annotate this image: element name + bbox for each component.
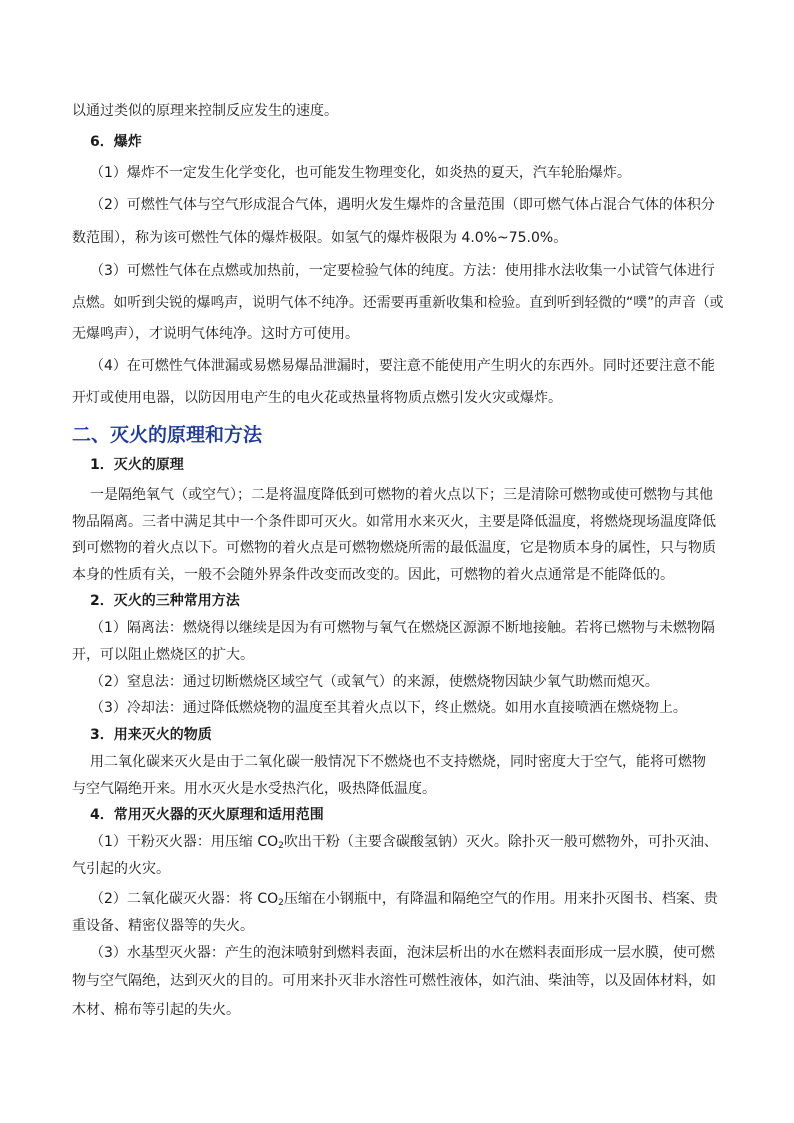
subsection-title-extinguishers: 4．常用灭火器的灭火原理和适用范围 (90, 807, 324, 823)
method-isolation-line-2: 开，可以阻止燃烧区的扩大。 (72, 647, 254, 663)
explosion-point-4-line-2: 开灯或使用电器，以防因用电产生的电火花或热量将物质点燃引发火灾或爆炸。 (72, 390, 562, 406)
method-cooling: （3）冷却法：通过降低燃烧物的温度至其着火点以下，终止燃烧。如用水直接喷洒在燃烧物上。 (90, 700, 687, 716)
extinguisher-dry-powder-line-2: 气引起的火灾。 (72, 861, 170, 877)
explosion-point-3-line-1: （3）可燃性气体在点燃或加热前，一定要检验气体的纯度。方法：使用排水法收集一小试管气体进行 (90, 263, 715, 279)
principle-line-4: 本身的性质有关，一般不会随外界条件改变而改变的。因此，可燃物的着火点通常是不能降低的。 (72, 567, 674, 583)
extinguisher-water-based-line-2: 物与空气隔绝，达到灭火的目的。可用来扑灭非水溶性可燃性液体，如汽油、柴油等，以及固体材料，如 (72, 973, 716, 989)
substances-line-2: 与空气隔绝开来。用水灭火是水受热汽化，吸热降低温度。 (72, 781, 436, 797)
explosion-point-2-line-1: （2）可燃性气体与空气形成混合气体，遇明火发生爆炸的含量范围（即可燃气体占混合气体的体积分 (90, 197, 715, 213)
method-suffocation: （2）窒息法：通过切断燃烧区域空气（或氧气）的来源，使燃烧物因缺少氧气助燃而熄灭。 (90, 674, 659, 690)
explosion-point-3-line-2: 点燃。如听到尖锐的爆鸣声，说明气体不纯净。还需要再重新收集和检验。直到听到轻微的“噗”的声音（或 (72, 295, 724, 311)
extinguisher-co2-line-1: （2）二氧化碳灭火器：将 $CO_2$压缩在小钢瓶中，有降温和隔绝空气的作用。用来扑灭图书、档案、贵 (90, 891, 718, 908)
subsection-title-explosion: 6．爆炸 (90, 134, 142, 150)
substances-line-1: 用二氧化碳来灭火是由于二氧化碳一般情况下不燃烧也不支持燃烧，同时密度大于空气，能将可燃物 (90, 754, 706, 770)
explosion-point-1: （1）爆炸不一定发生化学变化，也可能发生物理变化，如炎热的夏天，汽车轮胎爆炸。 (90, 165, 631, 181)
extinguisher-dry-powder-line-1: （1）干粉灭火器：用压缩 $CO_2$吹出干粉（主要含碳酸氢钠）灭火。除扑灭一般可燃物外，可扑灭油、 (90, 834, 718, 851)
explosion-point-3-line-3: 无爆鸣声），才说明气体纯净。这时方可使用。 (72, 326, 359, 342)
principle-line-2: 物品隔离。三者中满足其中一个条件即可灭火。如常用水来灭火，主要是降低温度，将燃烧现场温度降低 (72, 514, 716, 530)
section-heading-extinguishing: 二、灭火的原理和方法 (72, 424, 263, 446)
extinguisher-co2-line-2: 重设备、精密仪器等的失火。 (72, 918, 254, 934)
method-isolation-line-1: （1）隔离法：燃烧得以继续是因为有可燃物与氧气在燃烧区源源不断地接触。若将已燃物与未燃物隔 (90, 620, 715, 636)
explosion-point-4-line-1: （4）在可燃性气体泄漏或易燃易爆品泄漏时，要注意不能使用产生明火的东西外。同时还要注意不能 (90, 358, 715, 374)
subsection-title-principle: 1．灭火的原理 (90, 457, 184, 473)
extinguisher-water-based-line-1: （3）水基型灭火器：产生的泡沫喷射到燃料表面，泡沫层析出的水在燃料表面形成一层水膜，使可燃 (90, 945, 715, 961)
paragraph-continuation: 以通过类似的原理来控制反应发生的速度。 (72, 103, 338, 119)
explosion-point-2-line-2: 数范围），称为该可燃性气体的爆炸极限。如氢气的爆炸极限为 4.0%~75.0%。 (72, 230, 568, 246)
extinguisher-water-based-line-3: 木材、棉布等引起的失火。 (72, 1002, 240, 1018)
principle-line-1: 一是隔绝氧气（或空气）；二是将温度降低到可燃物的着火点以下；三是清除可燃物或使可燃物与其他 (90, 487, 713, 503)
principle-line-3: 到可燃物的着火点以下。可燃物的着火点是可燃物燃烧所需的最低温度，它是物质本身的属性，只与物质 (72, 540, 716, 556)
subsection-title-methods: 2．灭火的三种常用方法 (90, 593, 240, 609)
subsection-title-substances: 3．用来灭火的物质 (90, 727, 212, 743)
